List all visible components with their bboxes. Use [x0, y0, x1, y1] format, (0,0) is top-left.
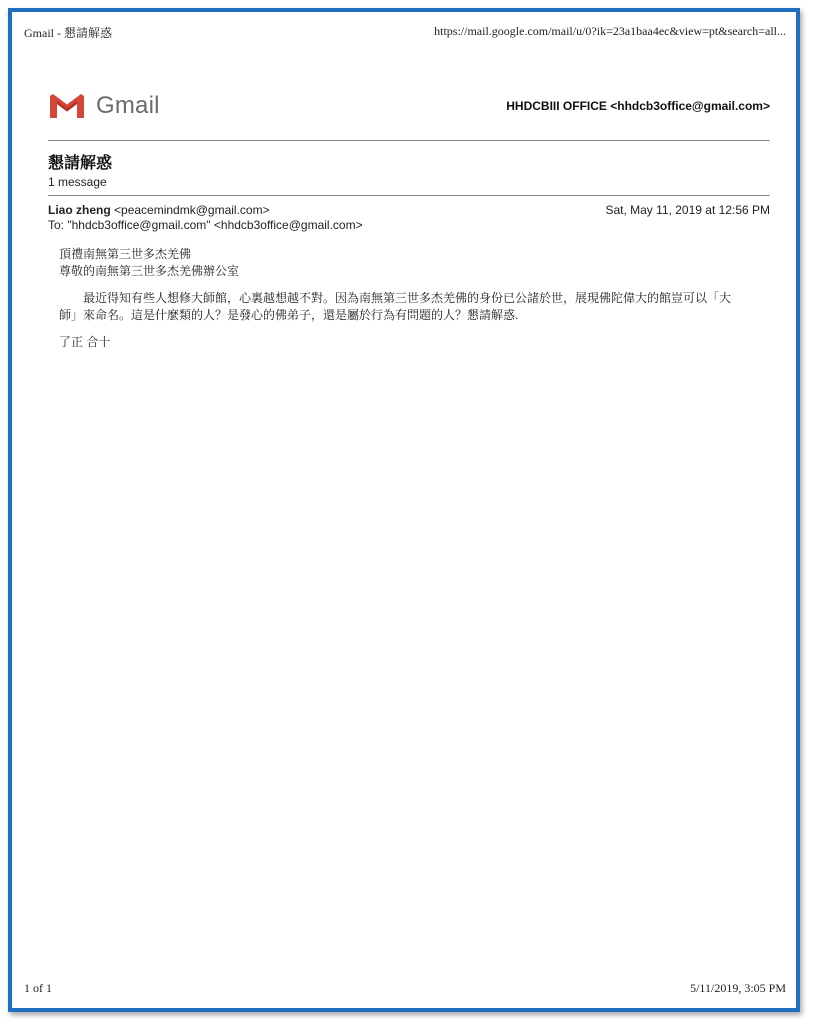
email-content	[48, 90, 770, 351]
print-header-title: Gmail - 懇請解惑	[24, 26, 112, 40]
account-label: HHDCBIII OFFICE <hhdcb3office@gmail.com>	[506, 99, 770, 113]
printed-page	[8, 8, 800, 1012]
message-date: Sat, May 11, 2019 at 12:56 PM	[605, 203, 770, 217]
sender	[48, 203, 270, 217]
gmail-m-icon	[48, 92, 86, 120]
print-footer-timestamp: 5/11/2019, 3:05 PM	[690, 981, 786, 995]
thread-subject: 懇請解惑	[48, 155, 113, 172]
gmail-logo	[48, 92, 160, 120]
print-footer-page: 1 of 1	[24, 981, 52, 995]
print-header-url: https://mail.google.com/mail/u/0?ik=23a1baa4ec&view=pt&search=all...	[434, 24, 786, 38]
body-line-addressee: 尊敬的南無第三世多杰羌佛辦公室	[59, 264, 240, 278]
recipient-line: To: "hhdcb3office@gmail.com" <hhdcb3office@gmail.com>	[48, 218, 363, 232]
subject-divider	[48, 195, 770, 196]
sender-name: Liao zheng	[48, 203, 111, 217]
body-signature: 了正 合十	[59, 335, 111, 349]
gmail-header	[48, 90, 770, 122]
message-header	[48, 203, 770, 217]
body-line-salutation: 頂禮南無第三世多杰羌佛	[59, 247, 192, 261]
message-body	[48, 246, 770, 351]
body-paragraph: 最近得知有些人想修大師館，心裏越想越不對。因為南無第三世多杰羌佛的身份已公諸於世，展現佛陀偉大的館豈可以「大師」來命名。這是什麼類的人？是發心的佛弟子，還是屬於行為有問題的人？懇請解惑.	[59, 291, 732, 322]
message-count: 1 message	[48, 175, 107, 189]
sender-email: <peacemindmk@gmail.com>	[114, 203, 270, 217]
gmail-wordmark: Gmail	[96, 92, 160, 119]
header-divider	[48, 140, 770, 141]
